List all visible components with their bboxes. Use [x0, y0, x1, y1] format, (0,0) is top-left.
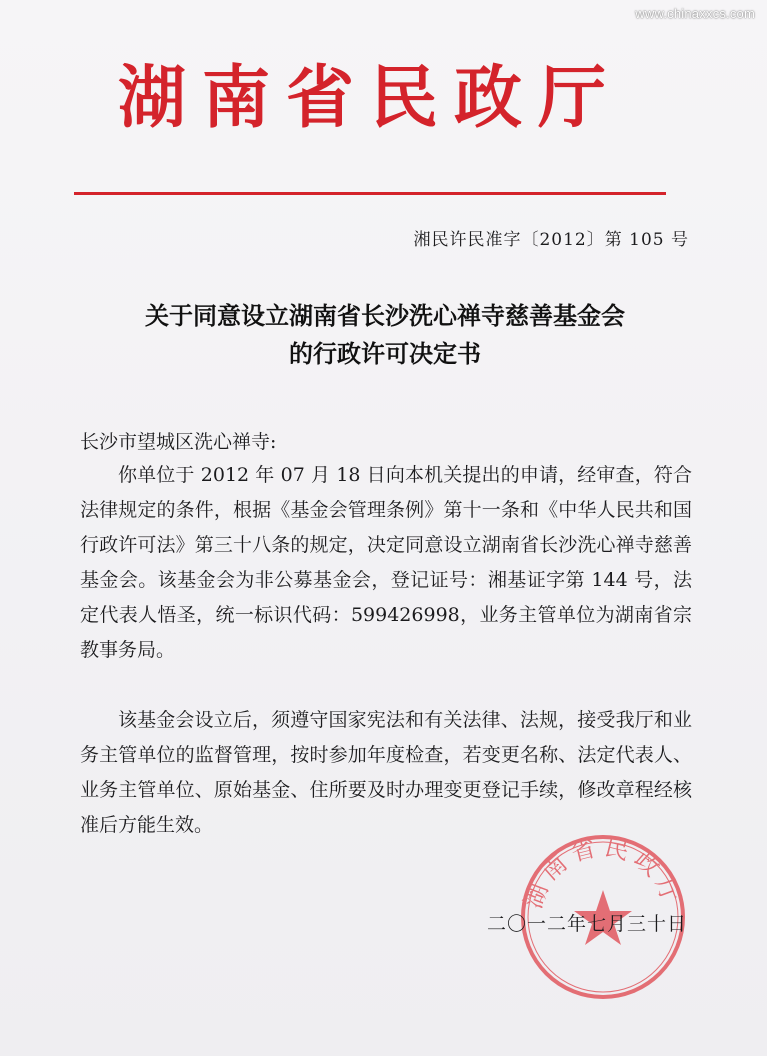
document-title-line1: 关于同意设立湖南省长沙洗心禅寺慈善基金会 — [145, 301, 625, 330]
body-paragraph-2: 该基金会设立后，须遵守国家宪法和有关法律、法规，接受我厅和业务主管单位的监督管理，按时参加年度检查，若变更名称、法定代表人、业务主管单位、原始基金、住所要及时办理变更登记手续，修改章程经核准后方能生效。 — [80, 709, 692, 836]
document-number: 湘民许民准字〔2012〕第 105 号 — [413, 230, 689, 250]
issue-date: 二〇一二年七月三十日 — [486, 913, 687, 935]
document-title-line2: 的行政许可决定书 — [289, 339, 481, 368]
recipient: 长沙市望城区洗心禅寺: — [80, 431, 277, 453]
document-title — [70, 297, 700, 373]
agency-header-title: 湖南省民政厅 — [118, 58, 623, 138]
body-paragraph-1: 你单位于 2012 年 07 月 18 日向本机关提出的申请，经审查，符合法律规定的条件，根据《基金会管理条例》第十一条和《中华人民共和国行政许可法》第三十八条的规定，决定同意设立湖南省长沙洗心禅寺慈善基金会。该基金会为非公募基金会，登记证号：湘基证字第 144 号，法定代表人悟圣，统一标识代码：599426998，业务主管单位为湖南省宗教事务局。 — [80, 464, 692, 661]
watermark: www.chinaxxcs.com — [635, 6, 755, 21]
header-divider — [74, 192, 666, 195]
seal-text: 湖南省民政厅 — [519, 832, 687, 913]
